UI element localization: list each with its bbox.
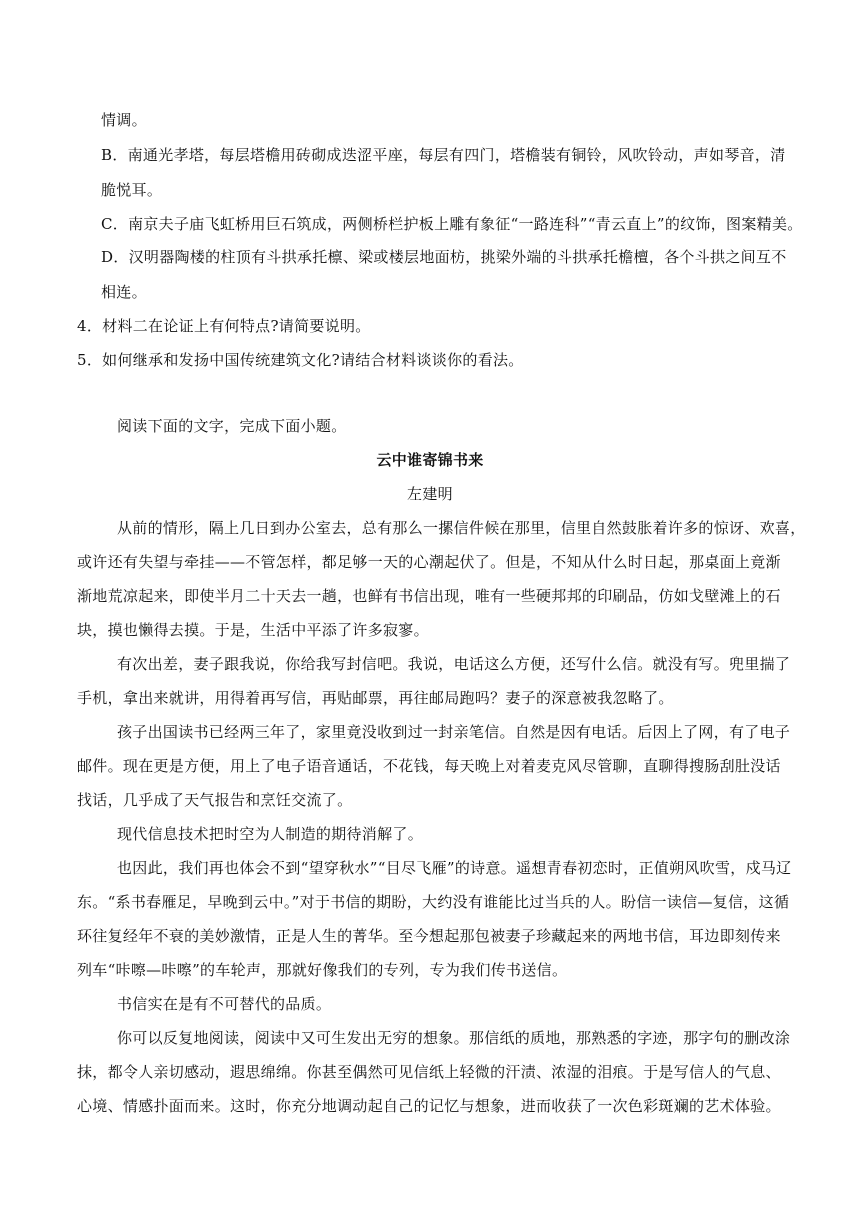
article-line: 心境、情感扑面而来。这时，你充分地调动起自己的记忆与想象，进而收获了一次色彩斑斓的艺术体验。 [77, 1097, 781, 1115]
article-line: 抹，都令人亲切感动，遐思绵绵。你甚至偶然可见信纸上轻微的汗渍、浓湿的泪痕。于是写信人的气息、 [77, 1063, 781, 1081]
reading-instruction: 阅读下面的文字，完成下面小题。 [117, 417, 347, 435]
article-line: 现代信息技术把时空为人制造的期待消解了。 [117, 825, 424, 843]
article-line: 块，摸也懒得去摸。于是，生活中平添了许多寂寥。 [77, 621, 429, 639]
article-line: 列车“咔嚓—咔嚓”的车轮声，那就好像我们的专列，专为我们传书送信。 [77, 961, 568, 979]
article-line: 也因此，我们再也体会不到“望穿秋水”“目尽飞雁”的诗意。遥想青春初恋时，正值朔风吹雪，戍马辽 [117, 859, 792, 877]
option-b-line-2: 脆悦耳。 [101, 181, 163, 199]
option-d-line-1: D．汉明器陶楼的柱顶有斗拱承托檩、梁或楼层地面枋，挑梁外端的斗拱承托檐檀，各个斗拱之间互不 [101, 248, 787, 266]
article-line: 渐地荒凉起来，即使半月二十天去一趟，也鲜有书信出现，唯有一些硬邦邦的印刷品，仿如戈壁滩上的石 [77, 587, 781, 605]
option-b-line-1: B．南通光孝塔，每层塔檐用砖砌成迭涩平座，每层有四门，塔檐装有铜铃，风吹铃动，声如琴音，清 [101, 146, 786, 164]
question-5: 5．如何继承和发扬中国传统建筑文化?请结合材料谈谈你的看法。 [77, 351, 524, 369]
option-a-continuation: 情调。 [101, 111, 147, 129]
article-line: 找话，几乎成了天气报告和烹饪交流了。 [77, 791, 353, 809]
article-line: 或许还有失望与牵挂——不管怎样，都足够一天的心潮起伏了。但是，不知从什么时日起，那桌面上竟渐 [77, 553, 781, 571]
article-line: 手机，拿出来就讲，用得着再写信，再贴邮票，再往邮局跑吗？妻子的深意被我忽略了。 [77, 689, 674, 707]
article-line: 东。“系书春雁足，早晚到云中。”对于书信的期盼，大约没有谁能比过当兵的人。盼信一读信—复信，这循 [77, 893, 790, 911]
option-d-line-2: 相连。 [101, 283, 147, 301]
article-line: 邮件。现在更是方便，用上了电子语音通话，不花钱，每天晚上对着麦克风尽管聊，直聊得搜肠刮肚没话 [77, 757, 781, 775]
article-line: 从前的情形，隔上几日到办公室去，总有那么一摞信件候在那里，信里自然鼓胀着许多的惊讶、欢喜， [117, 519, 806, 537]
option-c-line-1: C．南京夫子庙飞虹桥用巨石筑成，两侧桥栏护板上雕有象征“一路连科”“青云直上”的纹饰，图案精美。 [101, 215, 803, 233]
article-author: 左建明 [407, 485, 453, 503]
article-line: 环往复经年不衰的美妙激情，正是人生的菁华。至今想起那包被妻子珍藏起来的两地书信，耳边即刻传来 [77, 927, 781, 945]
article-line: 有次出差，妻子跟我说，你给我写封信吧。我说，电话这么方便，还写什么信。就没有写。兜里揣了 [117, 655, 791, 673]
article-line: 孩子出国读书已经两三年了，家里竟没收到过一封亲笔信。自然是因有电话。后因上了网，有了电子 [117, 723, 791, 741]
article-title: 云中谁寄锦书来 [376, 451, 484, 469]
question-4: 4．材料二在论证上有何特点?请简要说明。 [77, 317, 371, 335]
article-line: 你可以反复地阅读，阅读中又可生发出无穷的想象。那信纸的质地，那熟悉的字迹，那字句的删改涂 [117, 1029, 791, 1047]
article-line: 书信实在是有不可替代的品质。 [117, 995, 332, 1013]
